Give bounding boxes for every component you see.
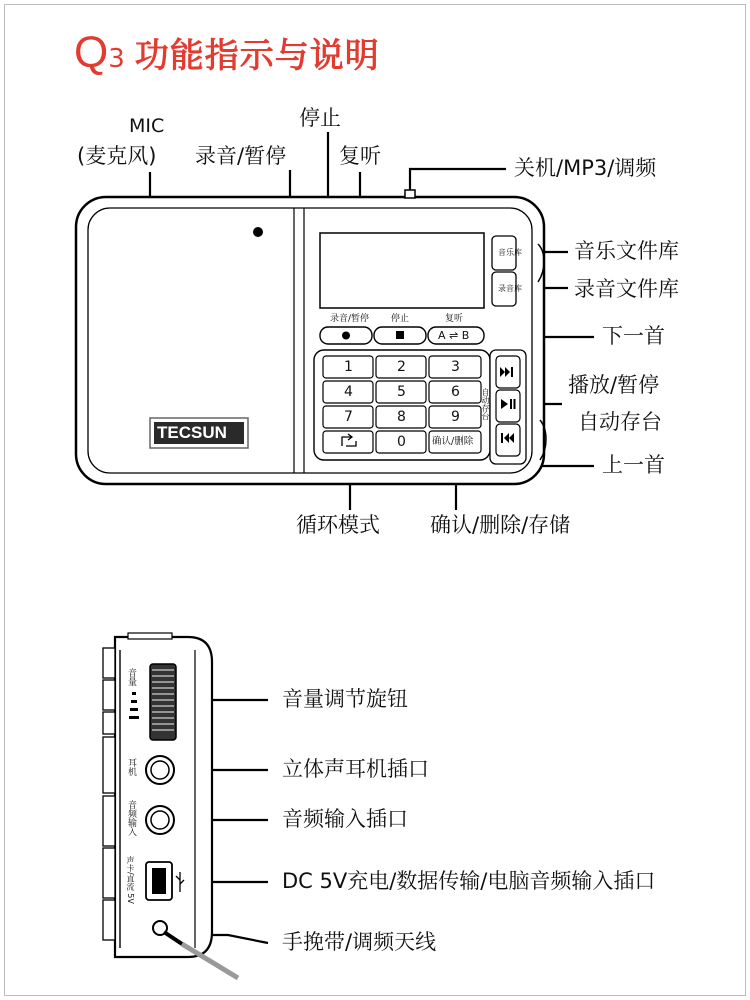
auto-store-vertical: 自动存台 (481, 388, 490, 420)
side-record-text: 录音库 (498, 284, 522, 293)
brand-logo: TECSUN (157, 423, 227, 442)
play-pause-label: 播放/暂停 (568, 373, 660, 397)
key-1[interactable]: 1 (344, 359, 353, 375)
key-4[interactable]: 4 (344, 384, 353, 400)
power-mode-label: 关机/MP3/调频 (514, 156, 657, 180)
volume-knob-label: 音量调节旋钮 (282, 687, 408, 711)
key-6[interactable]: 6 (451, 384, 460, 400)
dc-port-label: DC 5V充电/数据传输/电脑音频输入插口 (282, 869, 656, 893)
record-library-label: 录音文件库 (574, 277, 679, 301)
side-volume-text: 音量 (126, 668, 136, 686)
record-pause-label: 录音/暂停 (195, 144, 287, 168)
mic-label: MIC (129, 115, 165, 137)
key-record-text: 录音/暂停 (330, 314, 370, 324)
strap-antenna-label: 手挽带/调频天线 (282, 930, 437, 954)
title-letter: Q (74, 28, 109, 77)
key-5[interactable]: 5 (397, 384, 406, 400)
key-7[interactable]: 7 (344, 409, 353, 425)
title-number: 3 (108, 44, 125, 74)
stop-label: 停止 (299, 106, 341, 130)
key-2[interactable]: 2 (397, 359, 406, 375)
loop-mode-label: 循环模式 (296, 513, 380, 537)
mic-cn-label: (麦克风) (77, 144, 157, 168)
side-music-text: 音乐库 (498, 248, 522, 257)
key-3[interactable]: 3 (451, 359, 460, 375)
key-9[interactable]: 9 (451, 409, 460, 425)
next-label: 下一首 (602, 324, 665, 348)
key-stop-text: 停止 (391, 314, 410, 324)
side-earphone-text: 耳机 (126, 758, 136, 776)
confirm-key-text: 确认/删除 (432, 436, 474, 447)
key-0[interactable]: 0 (397, 434, 406, 450)
auto-store-label: 自动存台 (578, 410, 662, 434)
key-8[interactable]: 8 (397, 409, 406, 425)
key-replay-text: 复听 (445, 314, 464, 324)
replay-label: 复听 (339, 144, 381, 168)
ab-key-text: A ⇌ B (438, 329, 470, 342)
side-audio-in-text: 音频输入 (126, 800, 136, 836)
title-text: 功能指示与说明 (134, 36, 380, 76)
side-usb-text: 声卡/直流 5V (126, 856, 135, 904)
stereo-jack-label: 立体声耳机插口 (282, 757, 429, 781)
music-library-label: 音乐文件库 (574, 239, 679, 263)
confirm-label: 确认/删除/存储 (430, 513, 571, 537)
audio-input-label: 音频输入插口 (282, 807, 408, 831)
prev-label: 上一首 (602, 453, 665, 477)
